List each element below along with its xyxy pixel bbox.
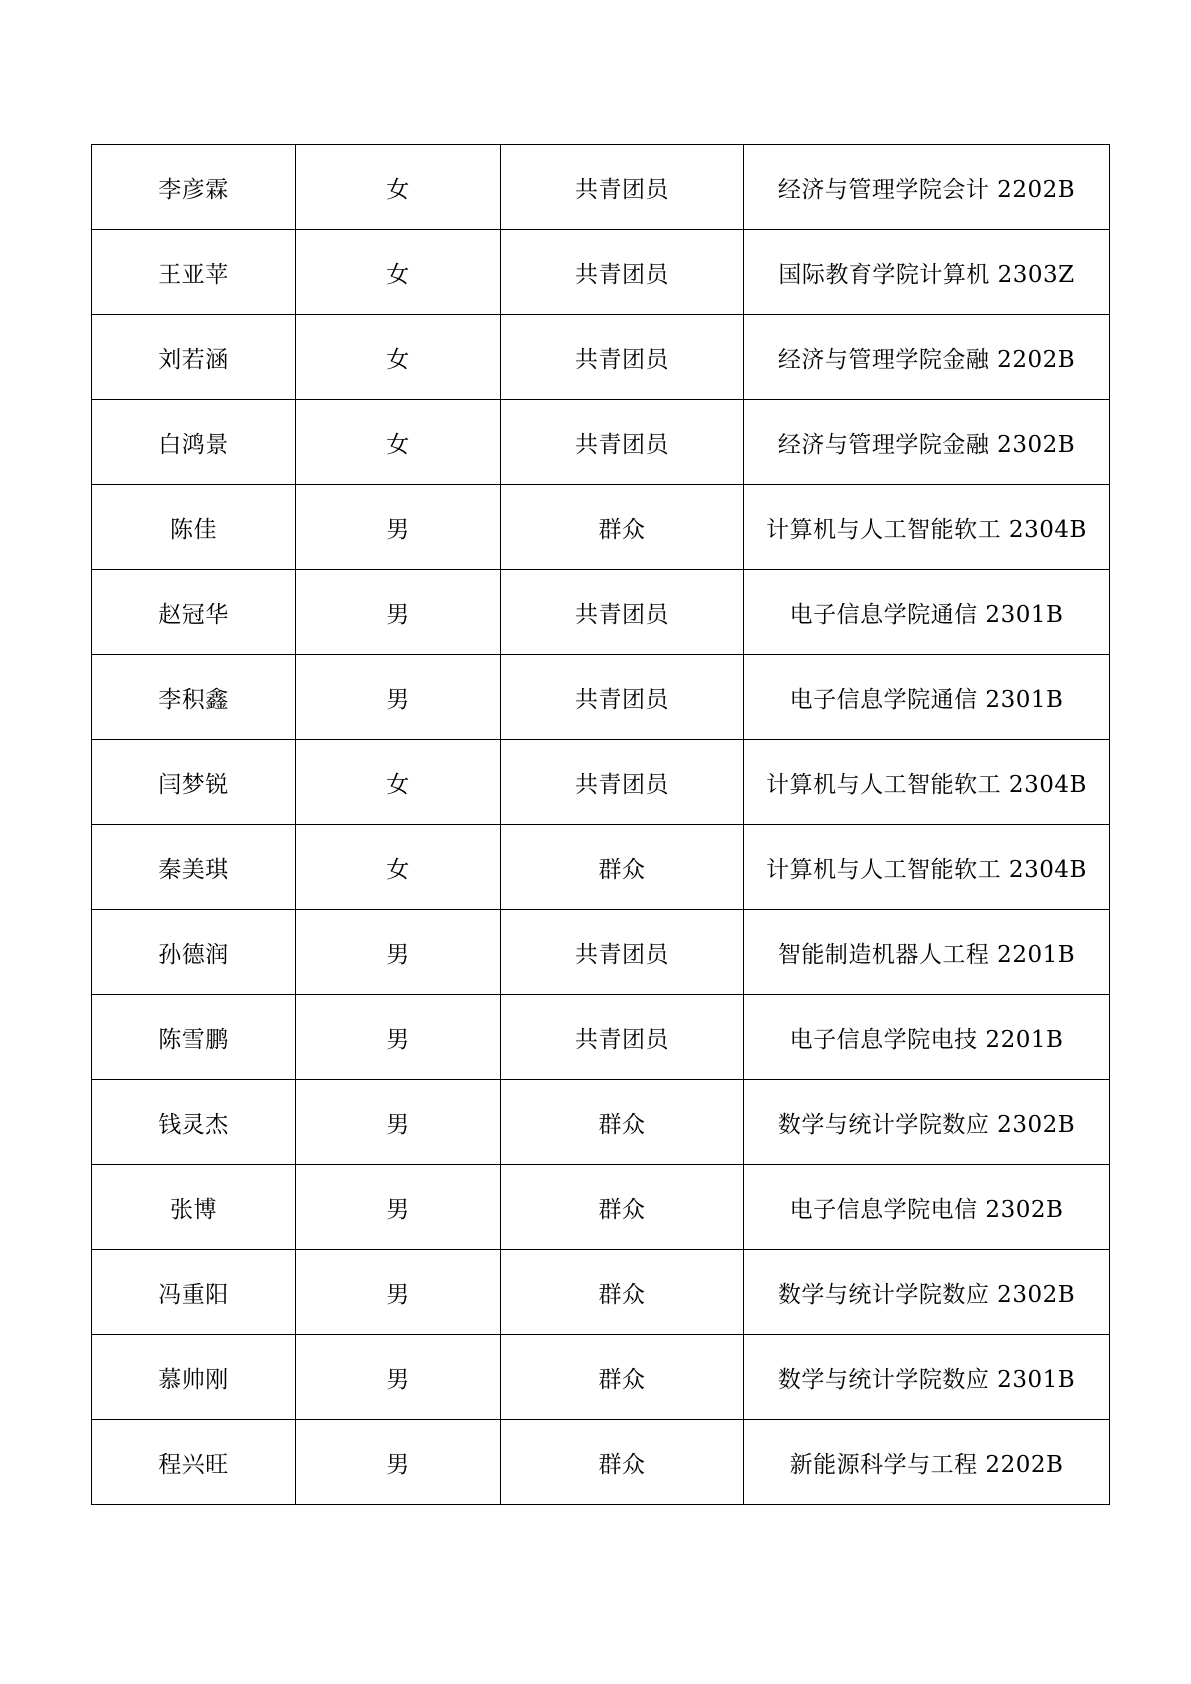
roster-body [92,145,1110,1505]
table-row [92,825,1110,910]
political-status-cell: 共青团员 [501,400,744,485]
political-status-cell: 共青团员 [501,655,744,740]
table-row [92,485,1110,570]
political-status-cell: 共青团员 [501,145,744,230]
name-cell: 李积鑫 [92,655,296,740]
class-cell: 经济与管理学院金融 2202B [744,315,1110,400]
gender-cell: 男 [296,1250,501,1335]
gender-cell: 女 [296,740,501,825]
table-row [92,740,1110,825]
political-status-cell: 共青团员 [501,740,744,825]
gender-cell: 女 [296,400,501,485]
name-cell: 孙德润 [92,910,296,995]
gender-cell: 男 [296,910,501,995]
name-cell: 王亚苹 [92,230,296,315]
gender-cell: 女 [296,230,501,315]
table-row [92,1250,1110,1335]
class-cell: 新能源科学与工程 2202B [744,1420,1110,1505]
gender-cell: 女 [296,825,501,910]
name-cell: 赵冠华 [92,570,296,655]
political-status-cell: 共青团员 [501,230,744,315]
political-status-cell: 共青团员 [501,910,744,995]
class-cell: 计算机与人工智能软工 2304B [744,825,1110,910]
political-status-cell: 共青团员 [501,570,744,655]
class-cell: 计算机与人工智能软工 2304B [744,485,1110,570]
name-cell: 陈佳 [92,485,296,570]
name-cell: 刘若涵 [92,315,296,400]
table-row [92,995,1110,1080]
class-cell: 电子信息学院电技 2201B [744,995,1110,1080]
political-status-cell: 群众 [501,1080,744,1165]
gender-cell: 男 [296,570,501,655]
gender-cell: 男 [296,995,501,1080]
table-row [92,1165,1110,1250]
class-cell: 电子信息学院电信 2302B [744,1165,1110,1250]
class-cell: 数学与统计学院数应 2302B [744,1080,1110,1165]
class-cell: 电子信息学院通信 2301B [744,655,1110,740]
table-row [92,570,1110,655]
political-status-cell: 群众 [501,1165,744,1250]
gender-cell: 男 [296,1080,501,1165]
political-status-cell: 群众 [501,825,744,910]
political-status-cell: 共青团员 [501,315,744,400]
gender-cell: 男 [296,1165,501,1250]
political-status-cell: 群众 [501,485,744,570]
table-row [92,655,1110,740]
roster-table [91,144,1110,1505]
gender-cell: 女 [296,145,501,230]
table-row [92,315,1110,400]
name-cell: 慕帅刚 [92,1335,296,1420]
name-cell: 程兴旺 [92,1420,296,1505]
class-cell: 经济与管理学院会计 2202B [744,145,1110,230]
class-cell: 电子信息学院通信 2301B [744,570,1110,655]
class-cell: 智能制造机器人工程 2201B [744,910,1110,995]
table-row [92,230,1110,315]
table-row [92,145,1110,230]
table-row [92,1080,1110,1165]
name-cell: 钱灵杰 [92,1080,296,1165]
name-cell: 冯重阳 [92,1250,296,1335]
gender-cell: 女 [296,315,501,400]
class-cell: 数学与统计学院数应 2301B [744,1335,1110,1420]
table-row [92,400,1110,485]
table-row [92,1335,1110,1420]
class-cell: 国际教育学院计算机 2303Z [744,230,1110,315]
class-cell: 计算机与人工智能软工 2304B [744,740,1110,825]
political-status-cell: 群众 [501,1250,744,1335]
political-status-cell: 群众 [501,1335,744,1420]
name-cell: 张博 [92,1165,296,1250]
class-cell: 数学与统计学院数应 2302B [744,1250,1110,1335]
gender-cell: 男 [296,1420,501,1505]
name-cell: 白鸿景 [92,400,296,485]
name-cell: 李彦霖 [92,145,296,230]
name-cell: 陈雪鹏 [92,995,296,1080]
name-cell: 秦美琪 [92,825,296,910]
gender-cell: 男 [296,485,501,570]
class-cell: 经济与管理学院金融 2302B [744,400,1110,485]
political-status-cell: 群众 [501,1420,744,1505]
gender-cell: 男 [296,1335,501,1420]
table-row [92,910,1110,995]
table-row [92,1420,1110,1505]
political-status-cell: 共青团员 [501,995,744,1080]
gender-cell: 男 [296,655,501,740]
name-cell: 闫梦锐 [92,740,296,825]
